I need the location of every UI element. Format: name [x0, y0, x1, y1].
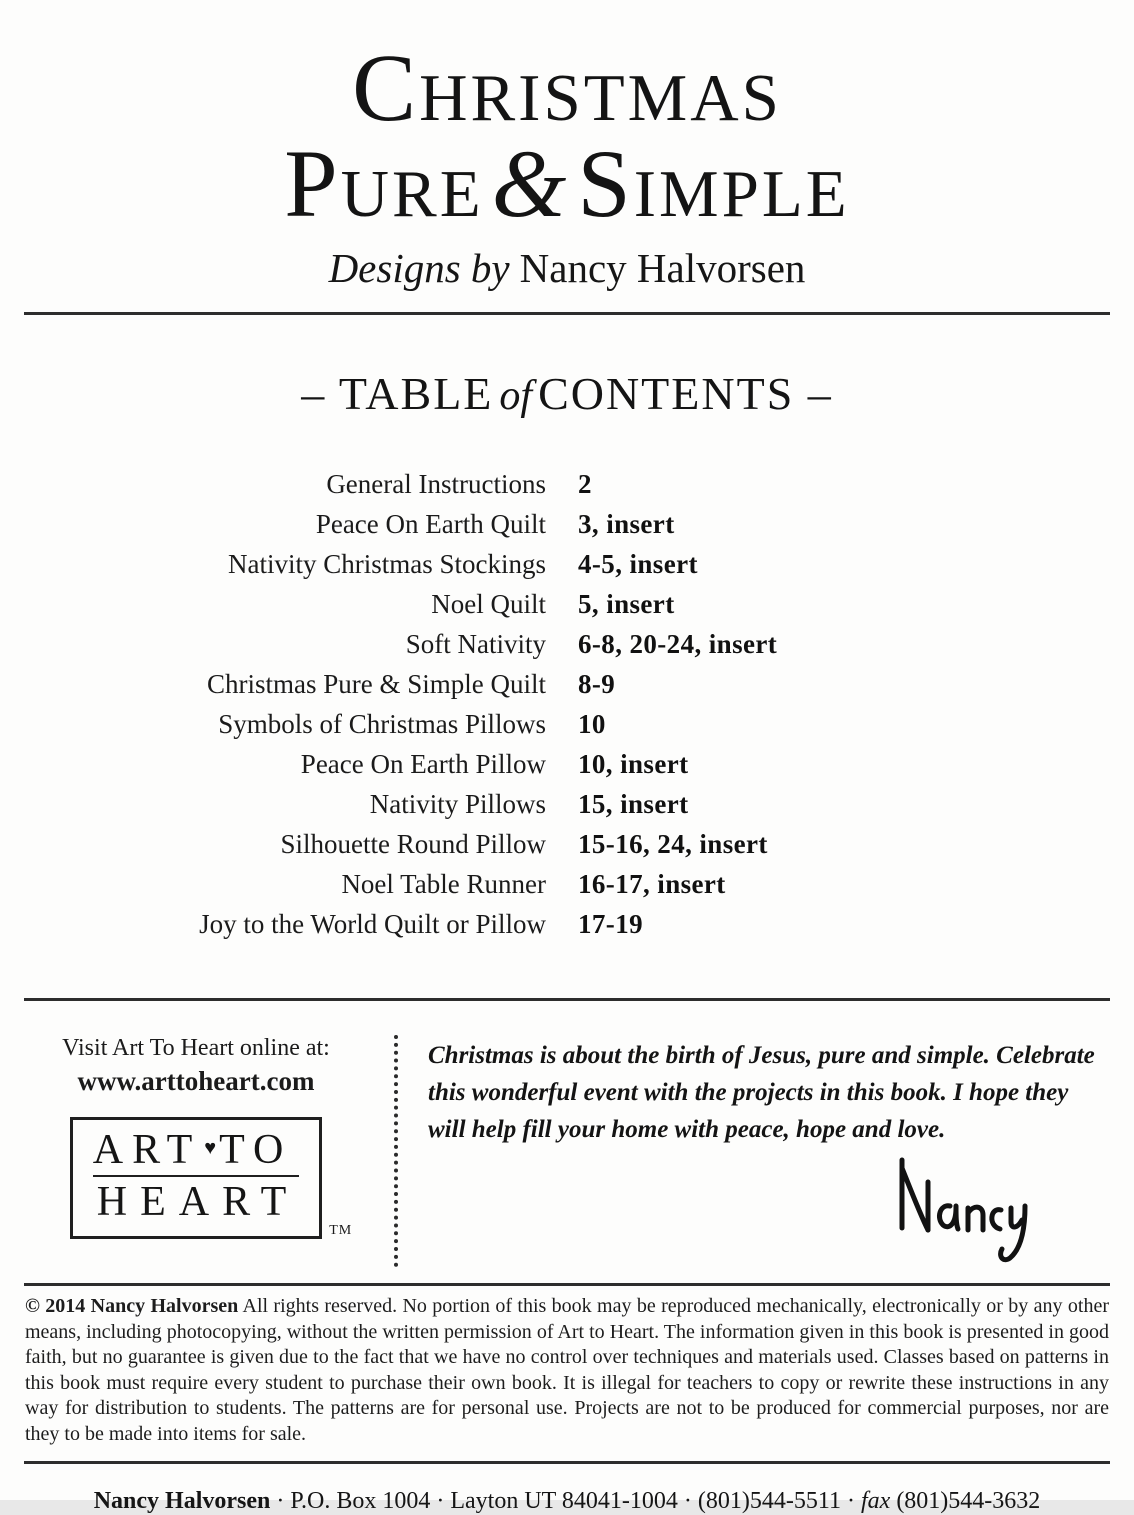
art-to-heart-block — [24, 1035, 368, 1267]
contact-footer — [0, 1488, 1134, 1515]
footer-author-name: Nancy Halvorsen — [93, 1488, 271, 1514]
toc-entry-pages: 15-16, 24, insert — [578, 829, 768, 859]
toc-entry-title: Joy to the World Quilt or Pillow — [199, 909, 546, 939]
divider-above-promo — [24, 998, 1110, 1001]
toc-entry-pages: 8-9 — [578, 669, 616, 699]
toc-row — [0, 824, 1134, 864]
toc-row — [0, 864, 1134, 904]
toc-entry-title: Soft Nativity — [405, 629, 546, 659]
art-to-heart-logo — [70, 1117, 353, 1239]
nancy-signature — [886, 1152, 1046, 1267]
footer-address: · P.O. Box 1004 · Layton UT 84041-1004 · (801)544-5511 · — [276, 1488, 855, 1514]
toc-entry-title: Silhouette Round Pillow — [280, 829, 546, 859]
title-word-pure: Pure — [284, 130, 484, 237]
toc-entry-pages: 17-19 — [578, 909, 643, 939]
byline — [0, 244, 1134, 292]
title-ampersand: & — [491, 130, 570, 237]
byline-author-name: Nancy Halvorsen — [519, 245, 806, 291]
book-title-line2 — [0, 130, 1134, 237]
byline-designs-by: Designs by — [328, 245, 510, 291]
toc-entry-pages: 4-5, insert — [578, 549, 698, 579]
trademark-mark: TM — [329, 1223, 353, 1238]
toc-list — [0, 464, 1134, 944]
author-quote-line: this wonderful event with the projects in this book. I hope they — [428, 1079, 1069, 1106]
toc-entry-title: Nativity Christmas Stockings — [227, 549, 546, 579]
copyright-lead: © 2014 Nancy Halvorsen — [25, 1295, 239, 1317]
toc-entry-pages: 6-8, 20-24, insert — [578, 629, 778, 659]
logo-word-art: ART — [92, 1127, 202, 1173]
toc-entry-pages: 10 — [578, 709, 606, 739]
promo-strip — [24, 1035, 1110, 1267]
toc-entry-title: Noel Quilt — [431, 589, 546, 619]
divider-above-footer — [24, 1461, 1110, 1464]
heart-icon: ♥ — [204, 1137, 217, 1159]
toc-row — [0, 584, 1134, 624]
author-message-block — [398, 1035, 1110, 1267]
logo-word-heart: HEART — [96, 1179, 300, 1225]
toc-entry-title: Christmas Pure & Simple Quilt — [206, 669, 546, 699]
toc-entry-title: Peace On Earth Pillow — [300, 749, 546, 779]
toc-entry-title: Peace On Earth Quilt — [315, 509, 546, 539]
copyright-body: All rights reserved. No portion of this book may be reproduced mechanically, electronically or by any other means, including photocopying, without the written permission of Art to Heart. The information given in this book is presented in good faith, but no guarantee is given due to the fact that we have no control over techniques and materials used. Classes based on patterns in this book must require every student to purchase their own book. It is illegal for teachers to copy or rewrite these instructions in any way for distribution to students. The patterns are for personal use. Projects are not to be produced for commercial purposes, nor are they to be made into items for sale. — [25, 1295, 1109, 1445]
logo-word-to: TO — [219, 1127, 293, 1173]
toc-entry-pages: 2 — [578, 469, 592, 499]
toc-row — [0, 784, 1134, 824]
toc-row — [0, 504, 1134, 544]
footer-fax-label: fax — [860, 1488, 891, 1514]
toc-heading-pre: – TABLE — [301, 368, 494, 419]
masthead — [0, 0, 1134, 292]
author-quote-line: Christmas is about the birth of Jesus, pure and simple. Celebrate — [428, 1042, 1095, 1069]
toc-entry-pages: 10, insert — [578, 749, 689, 779]
toc-entry-title: Nativity Pillows — [369, 789, 546, 819]
website-url: www.arttoheart.com — [77, 1066, 315, 1096]
toc-entry-title: Symbols of Christmas Pillows — [218, 709, 546, 739]
toc-heading — [0, 367, 1134, 420]
toc-row — [0, 664, 1134, 704]
footer-fax-number: (801)544-3632 — [896, 1488, 1041, 1514]
toc-entry-title: General Instructions — [326, 469, 546, 499]
toc-heading-post: CONTENTS – — [538, 368, 833, 419]
divider-under-title — [24, 312, 1110, 315]
toc-row — [0, 904, 1134, 944]
toc-row — [0, 744, 1134, 784]
title-word-simple: Simple — [577, 130, 850, 237]
author-quote-line: will help fill your home with peace, hope and love. — [428, 1116, 946, 1143]
toc-row — [0, 704, 1134, 744]
toc-entry-title: Noel Table Runner — [341, 869, 546, 899]
toc-entry-pages: 5, insert — [578, 589, 675, 619]
toc-entry-pages: 16-17, insert — [578, 869, 726, 899]
toc-row — [0, 624, 1134, 664]
logo-box — [70, 1117, 322, 1239]
toc-heading-of: of — [499, 373, 533, 419]
toc-row — [0, 464, 1134, 504]
toc-entry-pages: 15, insert — [578, 789, 689, 819]
logo-top-line — [93, 1126, 299, 1174]
toc-row — [0, 544, 1134, 584]
visit-online-text: Visit Art To Heart online at: — [62, 1035, 330, 1061]
divider-above-copyright — [24, 1283, 1110, 1286]
logo-separator-line — [93, 1175, 299, 1177]
copyright-paragraph — [25, 1294, 1109, 1447]
toc-entry-pages: 3, insert — [578, 509, 675, 539]
book-title-line1: Christmas — [352, 34, 782, 141]
